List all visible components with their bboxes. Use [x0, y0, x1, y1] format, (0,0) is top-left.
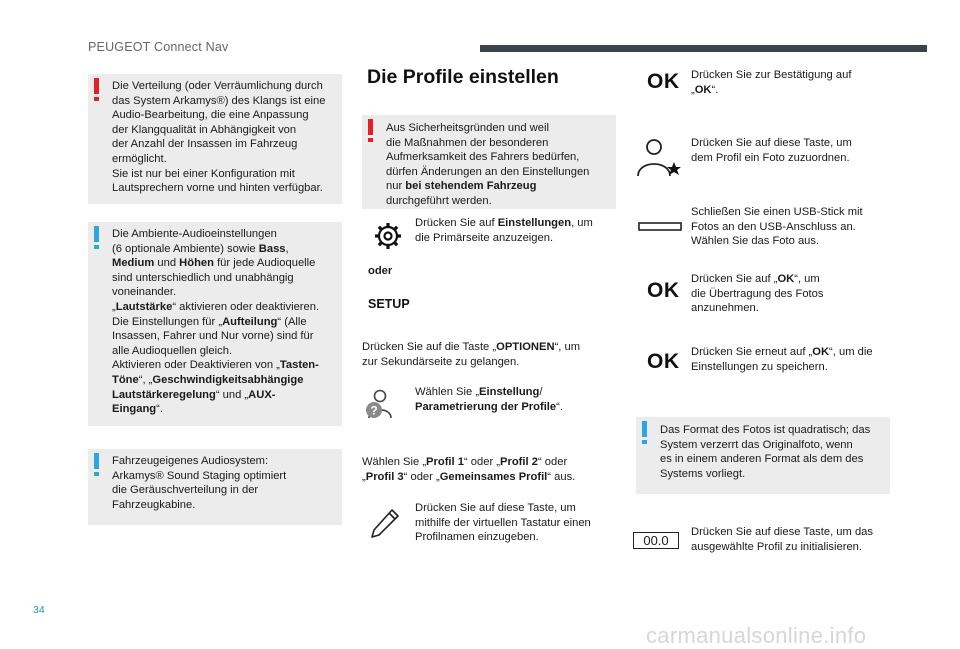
note-line: Lautsprechern vorne und hinten verfügbar. — [112, 182, 323, 195]
note-line: Arkamys® Sound Staging optimiert — [112, 469, 287, 482]
ok-button-label: OK — [647, 350, 680, 373]
note-line: nur bei stehendem Fahrzeug — [386, 180, 537, 193]
note-line: die Geräuschverteilung in der — [112, 484, 259, 497]
ok-button-label: OK — [647, 70, 680, 93]
note-line: Die Verteilung (oder Verräumlichung durch — [112, 80, 323, 92]
info-note-arkamys — [88, 449, 342, 525]
note-line: alle Audioquellen gleich. — [112, 344, 233, 357]
info-mark-icon — [642, 421, 647, 437]
info-note-photo-format — [636, 417, 890, 494]
oder-label: oder — [368, 265, 393, 277]
ok-button-label: OK — [647, 279, 680, 302]
pencil-icon — [368, 506, 402, 540]
note-line: Systems vorliegt. — [660, 467, 746, 480]
step-ok-save-text: Drücken Sie erneut auf „OK“, um die Einstellungen zu speichern. — [691, 346, 873, 373]
svg-text:?: ? — [370, 403, 378, 418]
gear-icon — [371, 219, 405, 253]
note-line: die Maßnahmen der besonderen — [386, 136, 549, 149]
note-line: Fahrzeugkabine. — [112, 498, 196, 511]
reset-counter-button: 00.0 — [633, 532, 679, 549]
page-number: 34 — [33, 604, 45, 616]
note-line: Aktivieren oder Deaktivieren von „Tasten- — [112, 359, 319, 372]
info-mark-icon — [94, 226, 99, 242]
note-line: der Klangqualität in Abhängigkeit von — [112, 123, 297, 136]
note-line: Fahrzeugeigenes Audiosystem: — [112, 455, 269, 467]
note-line: „Lautstärke“ aktivieren oder deaktivieren. — [112, 300, 320, 313]
step-name-text: Drücken Sie auf diese Taste, um mithilfe der virtuellen Tastatur einen Profilnamen einzugeben. — [415, 502, 591, 544]
note-line: der Anzahl der Insassen im Fahrzeug — [112, 138, 298, 151]
step-ok-transfer-text: Drücken Sie auf „OK“, um die Übertragung des Fotos anzunehmen. — [691, 273, 824, 315]
note-line: Audio-Bearbeitung, die eine Anpassung — [112, 109, 309, 122]
warning-note-safety — [362, 115, 616, 209]
step-photo-text: Drücken Sie auf diese Taste, um dem Profil ein Foto zuzuordnen. — [691, 137, 852, 164]
note-line: Insassen, Fahrer und Nur vorne) sind für — [112, 330, 314, 343]
header-bar — [480, 45, 927, 52]
warning-mark-icon — [368, 119, 373, 135]
note-line: Die Ambiente-Audioeinstellungen — [112, 228, 277, 240]
watermark: carmanualsonline.info — [646, 623, 867, 648]
note-line: es in einem anderen Format als dem des — [660, 453, 864, 466]
step-confirm-text: Drücken Sie zur Bestätigung auf „OK“. — [691, 69, 852, 96]
note-line: Medium und Höhen für jede Audioquelle — [112, 257, 316, 270]
note-line: Aufmerksamkeit des Fahrers bedürfen, — [386, 151, 580, 164]
usb-stick-icon — [638, 222, 682, 232]
note-line: Das Format des Fotos ist quadratisch; das — [660, 424, 871, 436]
note-line: Aus Sicherheitsgründen und weil — [386, 122, 549, 134]
header-title: PEUGEOT Connect Nav — [88, 40, 229, 54]
profile-question-icon — [364, 388, 394, 422]
warning-note-spatialization — [88, 74, 342, 204]
note-line: dürfen Änderungen an den Einstellungen — [386, 165, 590, 178]
note-line: voneinander. — [112, 286, 177, 299]
section-heading: Die Profile einstellen — [367, 66, 559, 88]
step-profiles-text: Wählen Sie „Profil 1“ oder „Profil 2“ oder „Profil 3“ oder „Gemeinsames Profil“ aus. — [362, 456, 576, 483]
note-line: Eingang“. — [112, 403, 163, 416]
note-line: System verzerrt das Originalfoto, wenn — [660, 438, 853, 451]
info-mark-icon — [94, 453, 99, 469]
profile-photo-icon — [634, 136, 682, 180]
note-line: ermöglicht. — [112, 152, 167, 165]
note-line: Sie ist nur bei einer Konfiguration mit — [112, 167, 295, 180]
step-options-text: Drücken Sie auf die Taste „OPTIONEN“, um zur Sekundärseite zu gelangen. — [362, 341, 581, 368]
note-line: (6 optionale Ambiente) sowie Bass, — [112, 242, 289, 255]
note-line: sind unterschiedlich und unabhängig — [112, 271, 294, 284]
step-usb-text: Schließen Sie einen USB-Stick mit Fotos an den USB-Anschluss an. Wählen Sie das Foto aus. — [691, 206, 863, 248]
step-reset-text: Drücken Sie auf diese Taste, um das ausgewählte Profil zu initialisieren. — [691, 526, 873, 553]
warning-mark-icon — [94, 78, 99, 94]
note-line: durchgeführt werden. — [386, 194, 492, 207]
info-note-ambience — [88, 222, 342, 426]
note-line: Töne“, „Geschwindigkeitsabhängige — [112, 373, 304, 386]
note-line: Die Einstellungen für „Aufteilung“ (Alle — [112, 315, 307, 328]
setup-button-label: SETUP — [368, 297, 410, 311]
note-line: Lautstärkeregelung“ und „AUX- — [112, 388, 276, 401]
note-line: das System Arkamys®) des Klangs ist eine — [112, 94, 326, 107]
step-settings-text: Drücken Sie auf Einstellungen, um die Primärseite anzuzeigen. — [415, 217, 593, 244]
step-select-text: Wählen Sie „Einstellung/ Parametrierung der Profile“. — [415, 386, 563, 413]
